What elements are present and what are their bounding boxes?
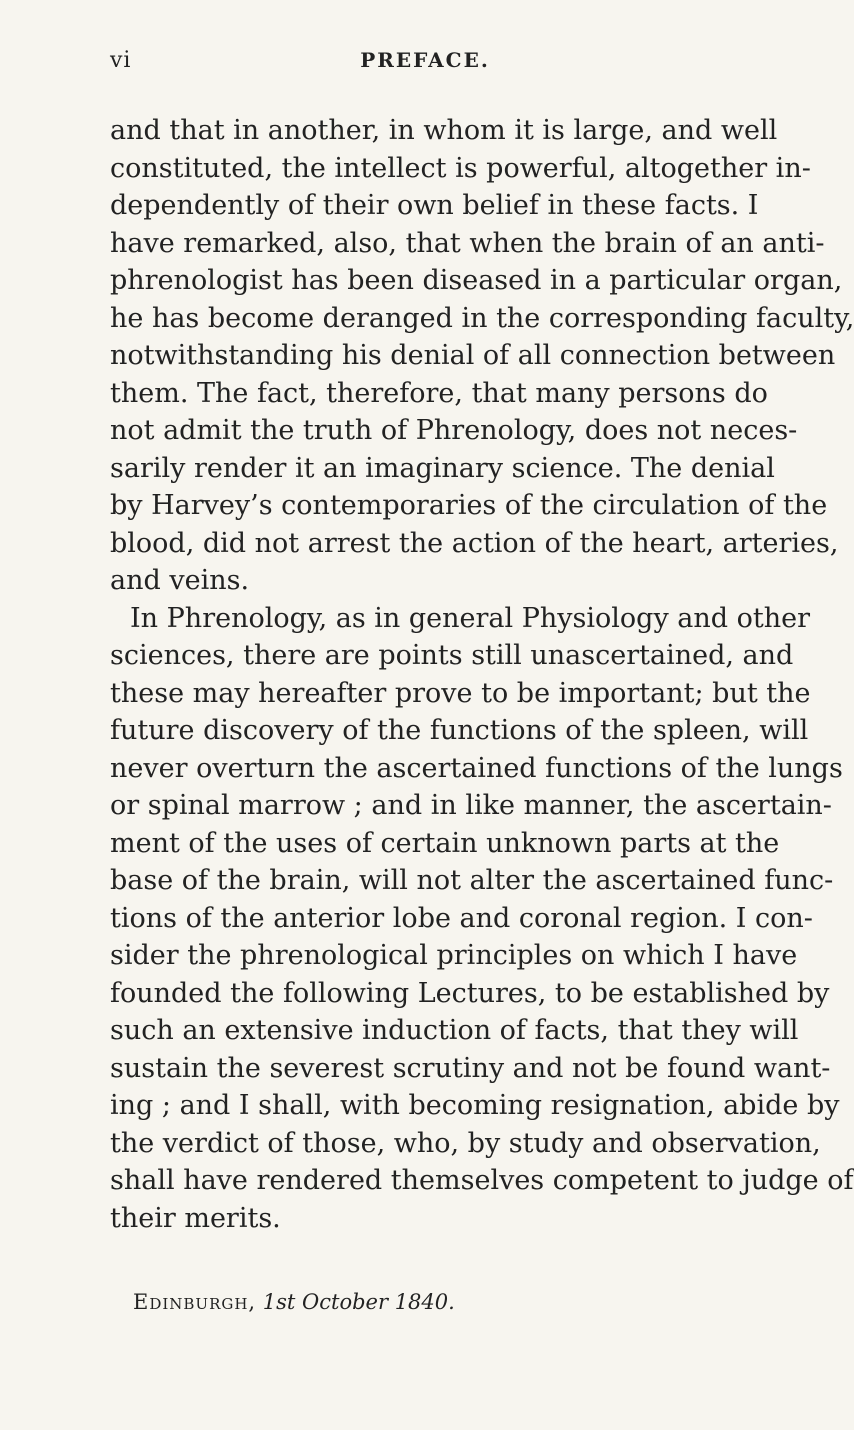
body-text bbox=[110, 112, 854, 1237]
text-line: and veins. bbox=[110, 565, 250, 596]
text-line: or spinal marrow ; and in like manner, the ascertain- bbox=[110, 790, 832, 821]
text-line: notwithstanding his denial of all connection between bbox=[110, 340, 836, 371]
text-line: have remarked, also, that when the brain of an anti- bbox=[110, 227, 825, 259]
text-line: base of the brain, will not alter the ascertained func- bbox=[110, 865, 834, 896]
text-line: sarily render it an imaginary science. The denial bbox=[110, 452, 775, 484]
text-line: such an extensive induction of facts, that they will bbox=[110, 1015, 799, 1046]
text-line: phrenologist has been diseased in a particular organ, bbox=[110, 265, 843, 296]
page-number: vi bbox=[110, 48, 132, 73]
text-line: and that in another, in whom it is large, and well bbox=[110, 115, 778, 146]
text-line: sider the phrenological principles on which I have bbox=[110, 940, 798, 971]
signoff-place: Edinburgh, bbox=[133, 1290, 257, 1314]
text-line: the verdict of those, who, by study and observation, bbox=[110, 1127, 821, 1159]
running-head: PREFACE. bbox=[360, 48, 490, 72]
signoff bbox=[133, 1290, 455, 1314]
signoff-date: 1st October 1840. bbox=[262, 1290, 455, 1314]
text-line: dependently of their own belief in these facts. I bbox=[110, 190, 759, 221]
text-line: never overturn the ascertained functions of the lungs bbox=[110, 752, 843, 784]
text-line: sustain the severest scrutiny and not be found want- bbox=[110, 1052, 831, 1084]
text-line: tions of the anterior lobe and coronal region. I con- bbox=[110, 902, 813, 934]
text-line: by Harvey’s contemporaries of the circulation of the bbox=[110, 490, 828, 521]
text-line: not admit the truth of Phrenology, does not neces- bbox=[110, 415, 798, 446]
text-line: sciences, there are points still unascertained, and bbox=[110, 640, 794, 671]
text-line: shall have rendered themselves competent to judge of bbox=[110, 1165, 854, 1196]
paragraph bbox=[110, 600, 854, 1238]
text-line: In Phrenology, as in general Physiology and other bbox=[130, 602, 811, 634]
text-line: them. The fact, therefore, that many persons do bbox=[110, 377, 768, 409]
text-line: he has become deranged in the corresponding faculty, bbox=[110, 302, 854, 334]
page-header bbox=[110, 48, 740, 88]
text-line: constituted, the intellect is powerful, altogether in- bbox=[110, 152, 811, 184]
paragraph bbox=[110, 112, 854, 600]
text-line: founded the following Lectures, to be established by bbox=[110, 977, 830, 1009]
text-line: their merits. bbox=[110, 1202, 281, 1234]
text-line: these may hereafter prove to be important; but the bbox=[110, 677, 811, 709]
text-line: ment of the uses of certain unknown parts at the bbox=[110, 827, 780, 859]
text-line: future discovery of the functions of the spleen, will bbox=[110, 715, 809, 746]
text-line: blood, did not arrest the action of the heart, arteries, bbox=[110, 527, 839, 559]
text-line: ing ; and I shall, with becoming resignation, abide by bbox=[110, 1090, 840, 1121]
